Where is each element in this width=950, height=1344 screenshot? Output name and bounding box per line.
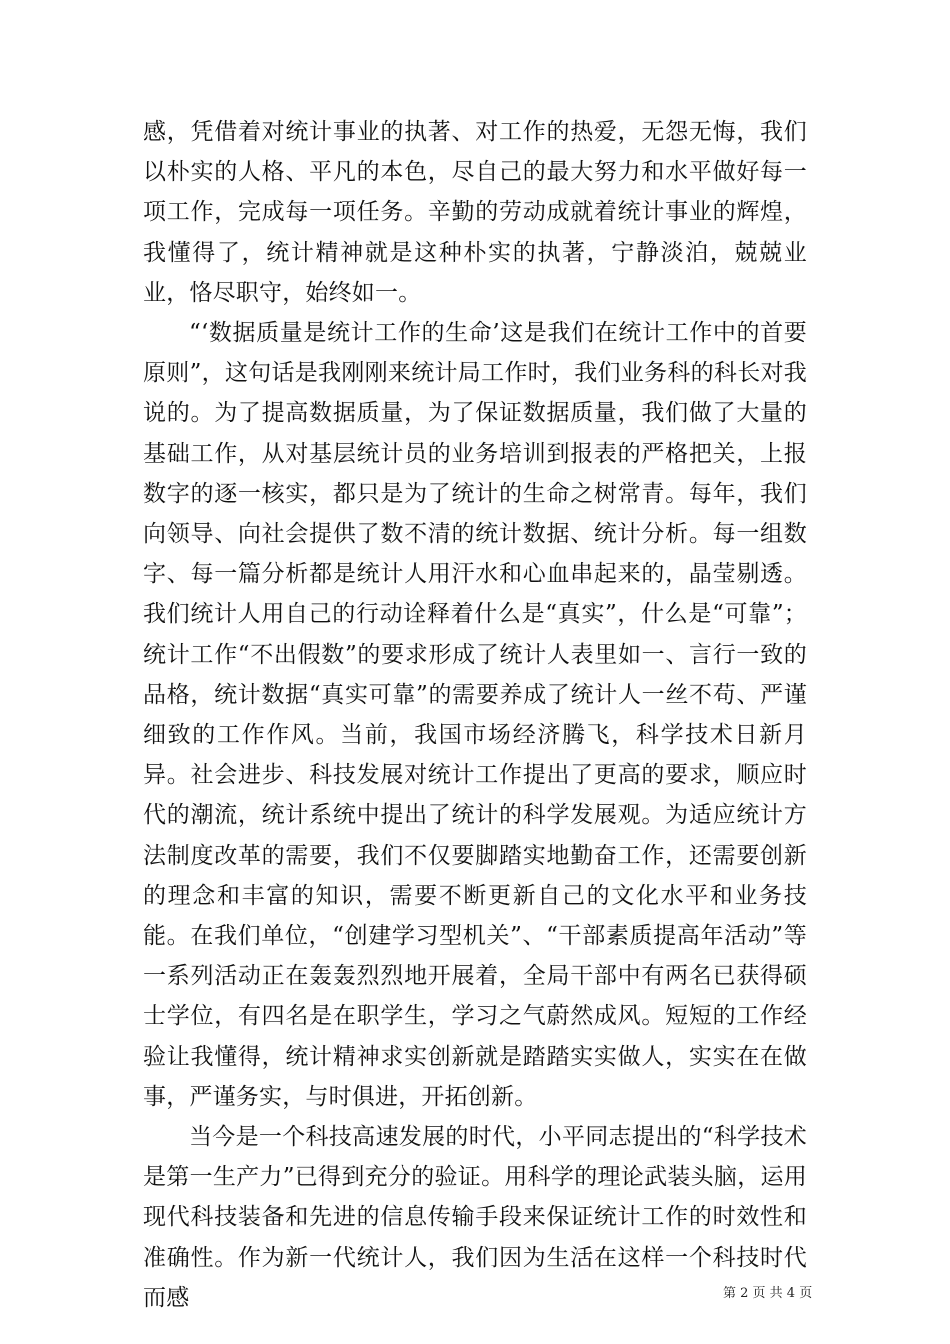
paragraph-2: “‘数据质量是统计工作的生命’这是我们在统计工作中的首要原则”，这句话是我刚刚来统计局工作时，我们业务科的科长对我说的。为了提高数据质量，为了保证数据质量，我们做了大量的基础工作，从对基层统计员的业务培训到报表的严格把关，上报数字的逐一核实，都只是为了统计的生命之树常青。每年，我们向领导、向社会提供了数不清的统计数据、统计分析。每一组数字、每一篇分析都是统计人用汗水和心血串起来的，晶莹剔透。我们统计人用自己的行动诠释着什么是“真实”，什么是“可靠”；统计工作“不出假数”的要求形成了统计人表里如一、言行一致的品格，统计数据“真实可靠”的需要养成了统计人一丝不苟、严谨细致的工作作风。当前，我国市场经济腾飞，科学技术日新月异。社会进步、科技发展对统计工作提出了更高的要求，顺应时代的潮流，统计系统中提出了统计的科学发展观。为适应统计方法制度改革的需要，我们不仅要脚踏实地勤奋工作，还需要创新的理念和丰富的知识，需要不断更新自己的文化水平和业务技能。在我们单位，“创建学习型机关”、“干部素质提高年活动”等一系列活动正在轰轰烈烈地开展着，全局干部中有两名已获得硕士学位，有四名是在职学生，学习之气蔚然成风。短短的工作经验让我懂得，统计精神求实创新就是踏踏实实做人，实实在在做事，严谨务实，与时俱进，开拓创新。 <box>143 320 807 1110</box>
document-body <box>143 112 807 1318</box>
paragraph-1: 感，凭借着对统计事业的执著、对工作的热爱，无怨无悔，我们以朴实的人格、平凡的本色，尽自己的最大努力和水平做好每一项工作，完成每一项任务。辛勤的劳动成就着统计事业的辉煌，我懂得了，统计精神就是这种朴实的执著，宁静淡泊，兢兢业业，恪尽职守，始终如一。 <box>143 119 807 306</box>
page-number-footer: 第 2 页 共 4 页 <box>723 1286 813 1301</box>
paragraph-3: 当今是一个科技高速发展的时代，小平同志提出的“科学技术是第一生产力”已得到充分的验证。用科学的理论武装头脑，运用现代科技装备和先进的信息传输手段来保证统计工作的时效性和准确性。作为新一代统计人，我们因为生活在这样一个科技时代而感 <box>143 1124 807 1311</box>
